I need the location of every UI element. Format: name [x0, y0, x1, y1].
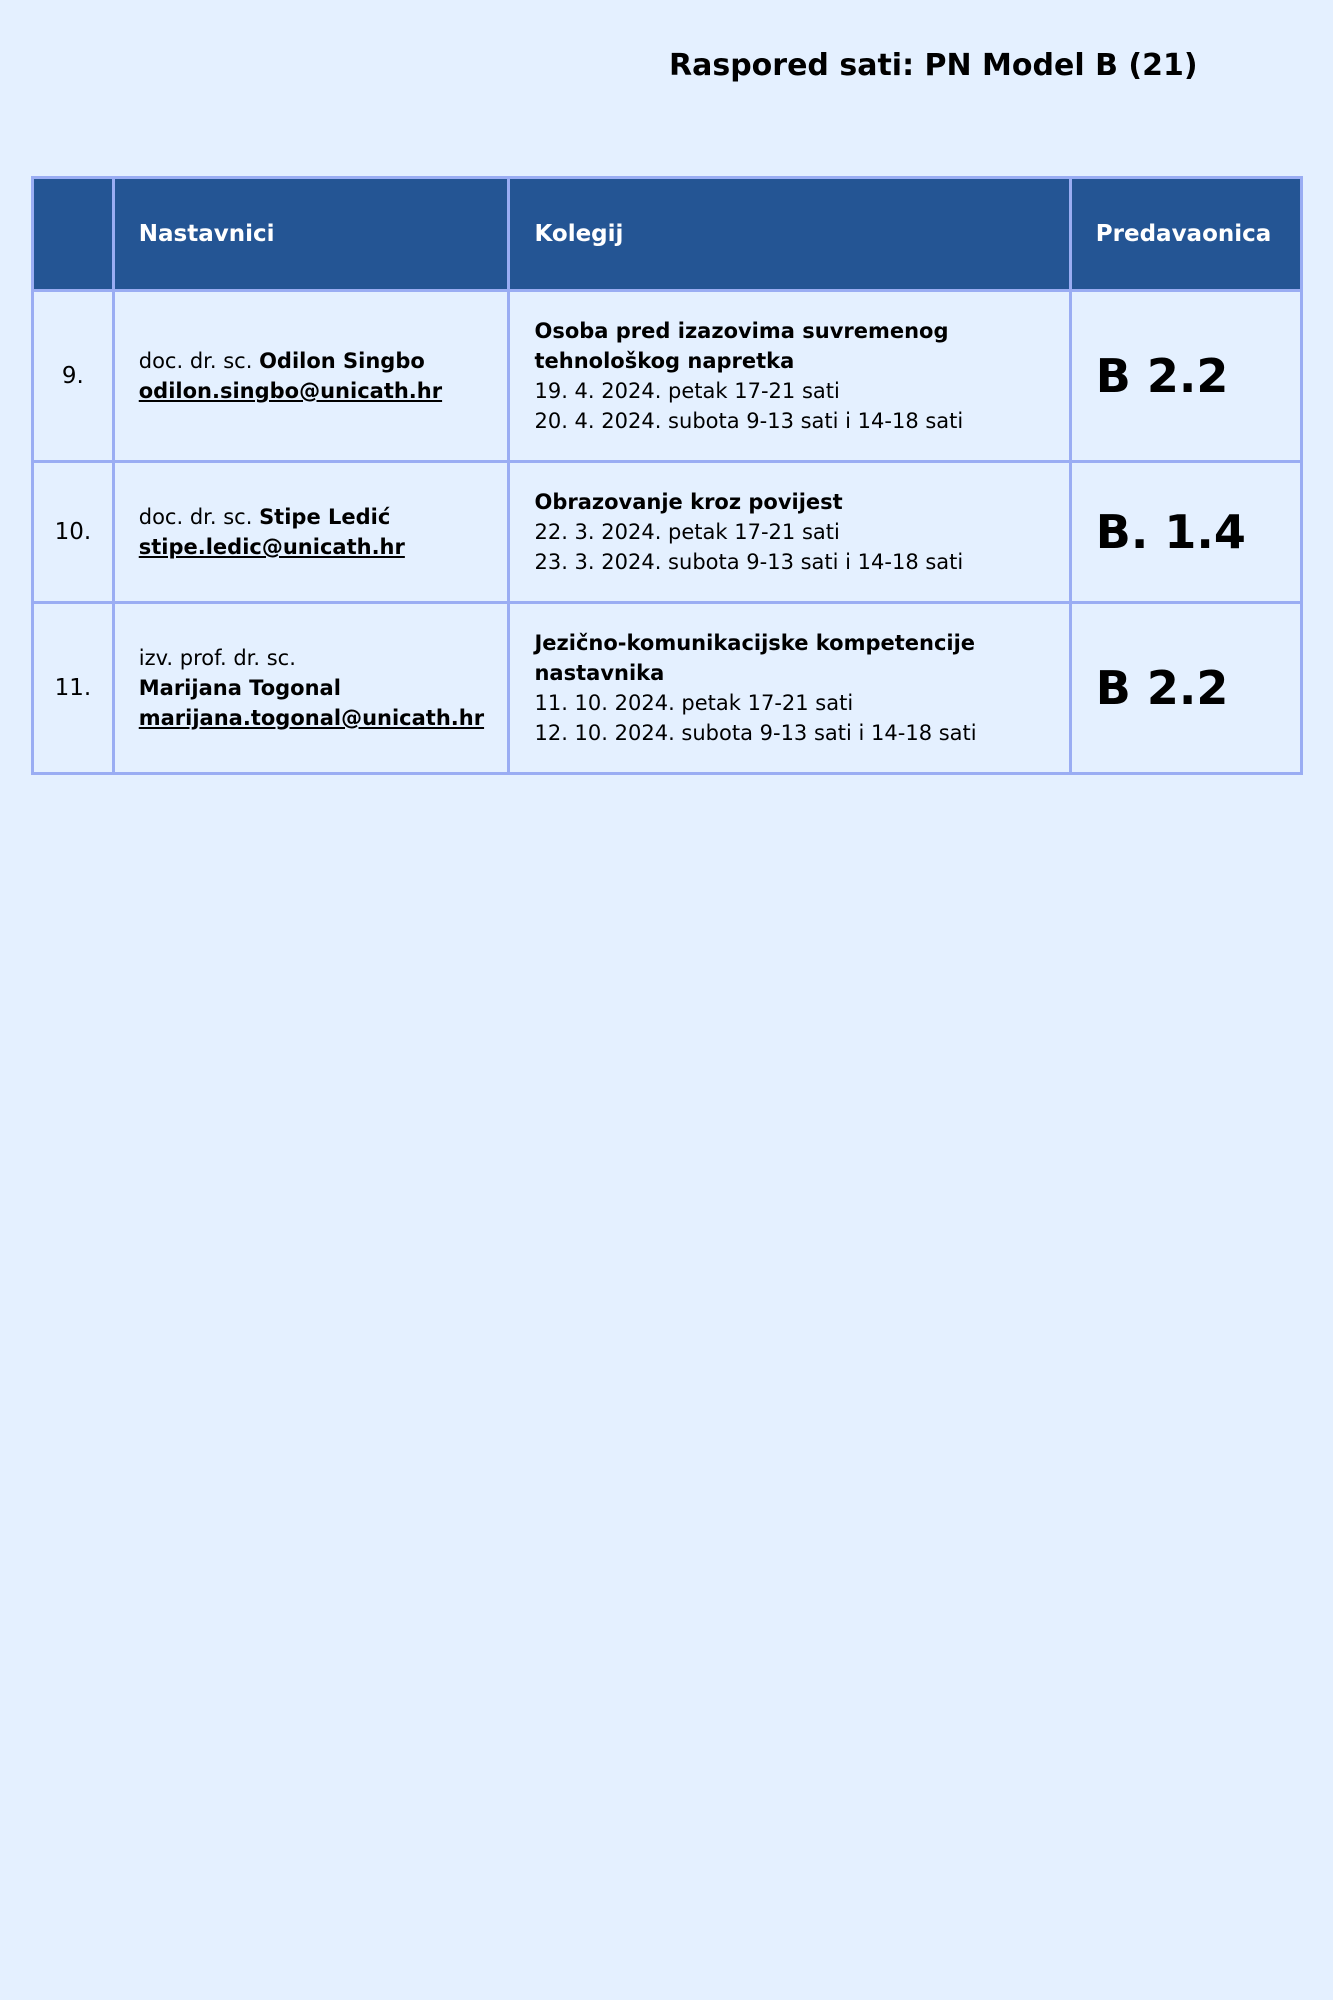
course-cell	[509, 603, 1070, 774]
header-room: Predavaonica	[1070, 178, 1301, 291]
course-title: Osoba pred izazovima suvremenog tehnološkog napretka	[534, 319, 949, 373]
teacher-email-link[interactable]: odilon.singbo@unicath.hr	[138, 379, 443, 403]
teacher-cell	[113, 603, 509, 774]
schedule-table	[31, 176, 1303, 775]
course-date: 19. 4. 2024. petak 17-21 sati	[534, 379, 840, 403]
room-cell: B 2.2	[1070, 603, 1301, 774]
course-date: 20. 4. 2024. subota 9-13 sati i 14-18 sati	[534, 409, 964, 433]
header-course: Kolegij	[509, 178, 1070, 291]
room-cell: B. 1.4	[1070, 462, 1301, 603]
course-cell	[509, 462, 1070, 603]
teacher-name: Odilon Singbo	[259, 349, 425, 373]
course-date: 12. 10. 2024. subota 9-13 sati i 14-18 sati	[534, 721, 977, 745]
page-title: Raspored sati: PN Model B (21)	[669, 48, 1198, 83]
teacher-title: doc. dr. sc.	[138, 505, 253, 529]
teacher-email-link[interactable]: stipe.ledic@unicath.hr	[138, 535, 405, 559]
table-row	[33, 291, 1302, 462]
course-title: Jezično-komunikacijske kompetencije nastavnika	[534, 631, 976, 685]
teacher-name: Marijana Togonal	[138, 676, 341, 700]
course-cell	[509, 291, 1070, 462]
row-number: 11.	[33, 603, 114, 774]
course-date: 22. 3. 2024. petak 17-21 sati	[534, 520, 840, 544]
teacher-name: Stipe Ledić	[259, 505, 391, 529]
teacher-title: doc. dr. sc.	[138, 349, 253, 373]
table-header-row	[33, 178, 1302, 291]
header-teachers: Nastavnici	[113, 178, 509, 291]
course-date: 23. 3. 2024. subota 9-13 sati i 14-18 sati	[534, 550, 964, 574]
header-number	[33, 178, 114, 291]
teacher-title: izv. prof. dr. sc.	[138, 646, 296, 670]
row-number: 10.	[33, 462, 114, 603]
teacher-email-link[interactable]: marijana.togonal@unicath.hr	[138, 706, 485, 730]
teacher-cell	[113, 462, 509, 603]
row-number: 9.	[33, 291, 114, 462]
teacher-cell	[113, 291, 509, 462]
course-title: Obrazovanje kroz povijest	[534, 490, 843, 514]
table-row	[33, 462, 1302, 603]
room-cell: B 2.2	[1070, 291, 1301, 462]
course-date: 11. 10. 2024. petak 17-21 sati	[534, 691, 854, 715]
table-row	[33, 603, 1302, 774]
